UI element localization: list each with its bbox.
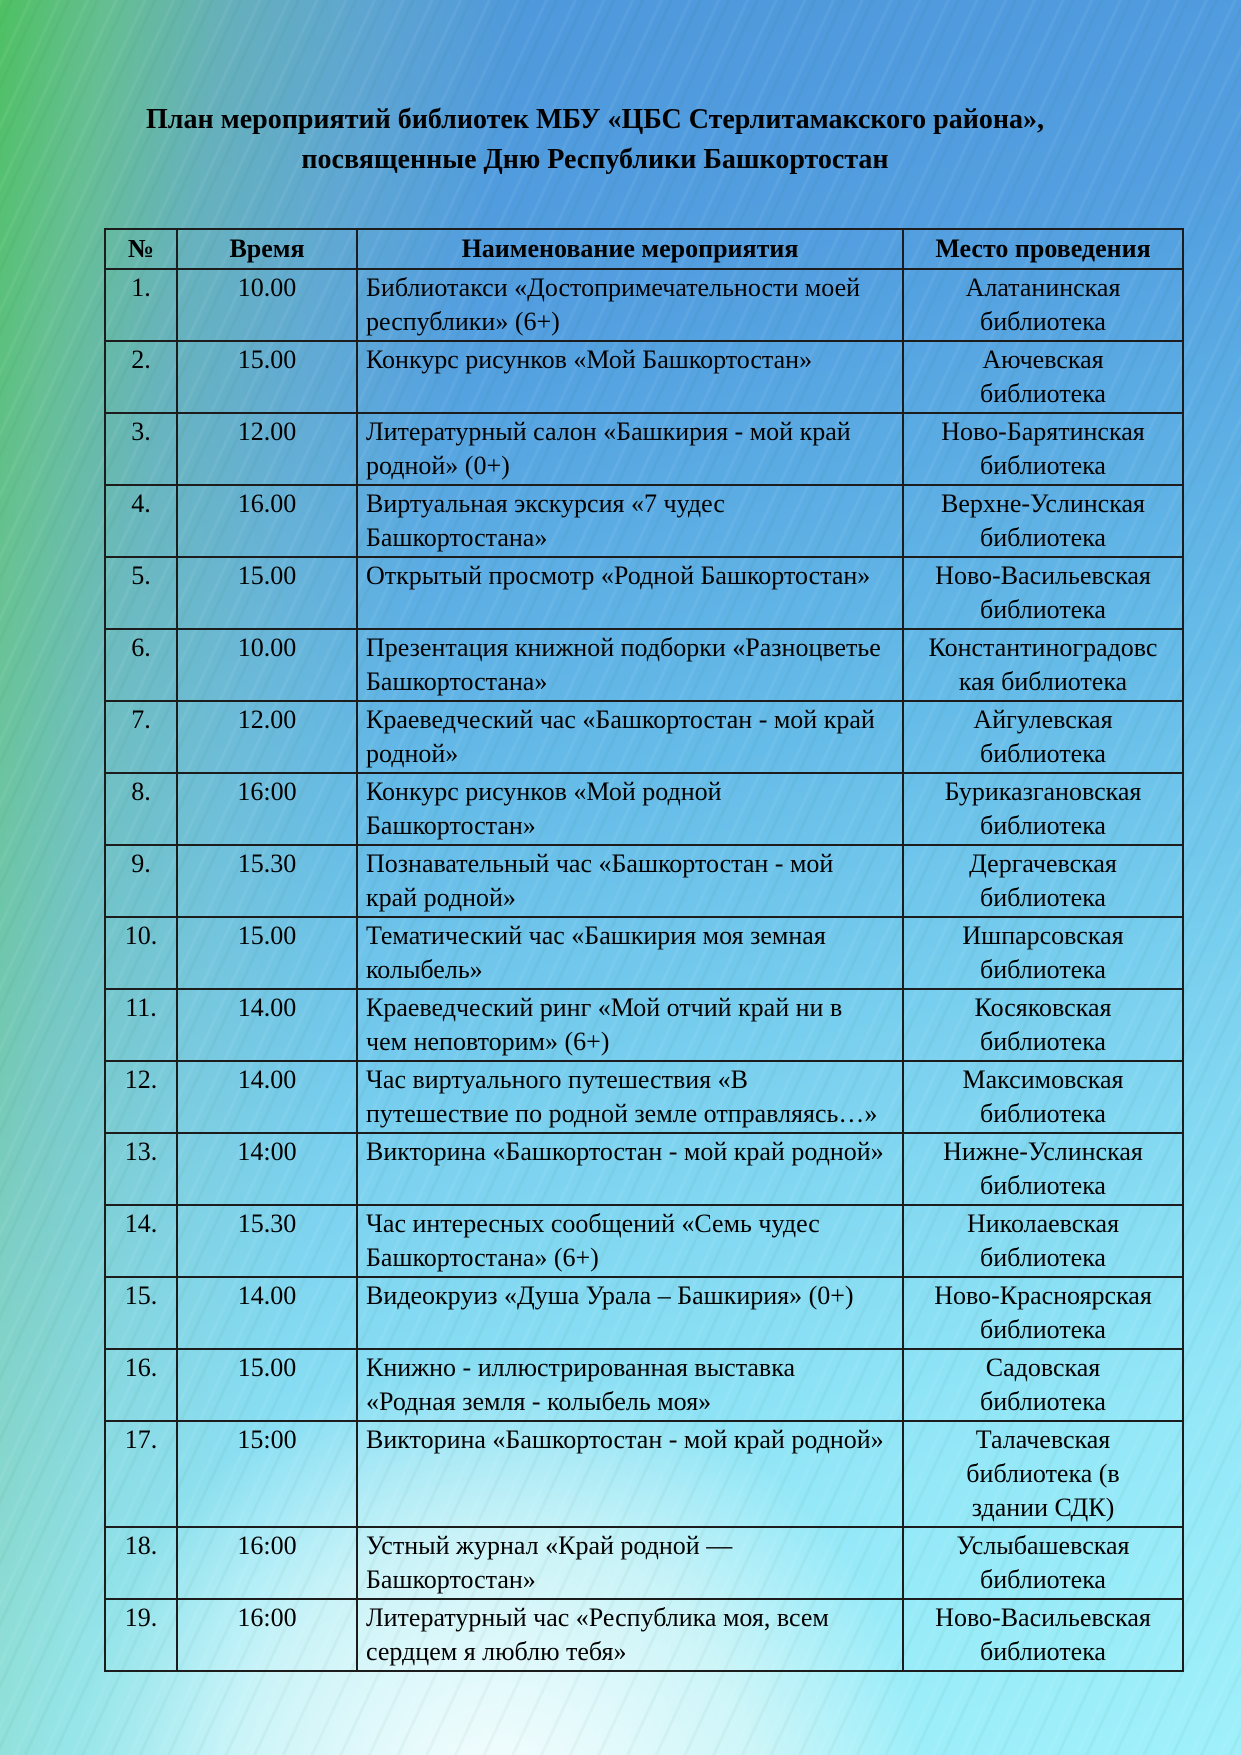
time-cell: 10.00 (177, 269, 357, 341)
place-cell: Ишпарсовская библиотека (903, 917, 1183, 989)
row-number-cell: 17. (105, 1421, 177, 1527)
place-cell: Алатанинская библиотека (903, 269, 1183, 341)
place-cell: Айгулевская библиотека (903, 701, 1183, 773)
place-cell: Буриказгановская библиотека (903, 773, 1183, 845)
place-cell: Константиноградовская библиотека (903, 629, 1183, 701)
table-row (105, 1527, 1183, 1599)
row-number-cell: 1. (105, 269, 177, 341)
row-number-cell: 14. (105, 1205, 177, 1277)
place-cell: Услыбашевская библиотека (903, 1527, 1183, 1599)
event-name-cell: Час интересных сообщений «Семь чудес Башкортостана» (6+) (357, 1205, 903, 1277)
place-cell: Николаевская библиотека (903, 1205, 1183, 1277)
row-number-cell: 18. (105, 1527, 177, 1599)
event-name-cell: Конкурс рисунков «Мой родной Башкортостан» (357, 773, 903, 845)
table-row (105, 845, 1183, 917)
time-cell: 15.00 (177, 557, 357, 629)
place-cell: Верхне-Услинская библиотека (903, 485, 1183, 557)
event-name-cell: Презентация книжной подборки «Разноцветье Башкортостана» (357, 629, 903, 701)
row-number-cell: 10. (105, 917, 177, 989)
row-number-cell: 7. (105, 701, 177, 773)
table-row (105, 1421, 1183, 1527)
table-row (105, 341, 1183, 413)
table-row (105, 917, 1183, 989)
row-number-cell: 13. (105, 1133, 177, 1205)
row-number-cell: 15. (105, 1277, 177, 1349)
event-name-cell: Литературный салон «Башкирия - мой край родной» (0+) (357, 413, 903, 485)
table-row (105, 413, 1183, 485)
place-cell: Ново-Васильевская библиотека (903, 557, 1183, 629)
place-cell: Нижне-Услинская библиотека (903, 1133, 1183, 1205)
row-number-cell: 6. (105, 629, 177, 701)
time-cell: 15.30 (177, 1205, 357, 1277)
time-cell: 16.00 (177, 485, 357, 557)
row-number-cell: 8. (105, 773, 177, 845)
row-number-cell: 4. (105, 485, 177, 557)
place-cell: Талачевская библиотека (в здании СДК) (903, 1421, 1183, 1527)
events-table (104, 228, 1184, 1672)
table-row (105, 557, 1183, 629)
table-body (105, 269, 1183, 1671)
place-cell: Ново-Красноярская библиотека (903, 1277, 1183, 1349)
table-row (105, 1277, 1183, 1349)
event-name-cell: Краеведческий ринг «Мой отчий край ни в чем неповторим» (6+) (357, 989, 903, 1061)
time-cell: 14.00 (177, 1061, 357, 1133)
row-number-cell: 12. (105, 1061, 177, 1133)
place-cell: Косяковская библиотека (903, 989, 1183, 1061)
time-cell: 15.00 (177, 341, 357, 413)
header-place: Место проведения (903, 229, 1183, 269)
row-number-cell: 5. (105, 557, 177, 629)
time-cell: 15.30 (177, 845, 357, 917)
table-row (105, 1205, 1183, 1277)
event-name-cell: Краеведческий час «Башкортостан - мой край родной» (357, 701, 903, 773)
header-event-name: Наименование мероприятия (357, 229, 903, 269)
time-cell: 16:00 (177, 1599, 357, 1671)
table-row (105, 989, 1183, 1061)
event-name-cell: Виртуальная экскурсия «7 чудес Башкортостана» (357, 485, 903, 557)
place-cell: Аючевская библиотека (903, 341, 1183, 413)
event-name-cell: Час виртуального путешествия «В путешествие по родной земле отправляясь…» (357, 1061, 903, 1133)
place-cell: Дергачевская библиотека (903, 845, 1183, 917)
event-name-cell: Викторина «Башкортостан - мой край родной» (357, 1133, 903, 1205)
table-row (105, 1133, 1183, 1205)
event-name-cell: Книжно - иллюстрированная выставка «Родная земля - колыбель моя» (357, 1349, 903, 1421)
event-name-cell: Тематический час «Башкирия моя земная колыбель» (357, 917, 903, 989)
event-name-cell: Устный журнал «Край родной — Башкортостан» (357, 1527, 903, 1599)
row-number-cell: 11. (105, 989, 177, 1061)
header-number: № (105, 229, 177, 269)
page-title: План мероприятий библиотек МБУ «ЦБС Стерлитамакского района», посвященные Дню Республики Башкортостан (146, 104, 1044, 175)
row-number-cell: 2. (105, 341, 177, 413)
table-row (105, 773, 1183, 845)
time-cell: 15:00 (177, 1421, 357, 1527)
time-cell: 14.00 (177, 1277, 357, 1349)
event-name-cell: Викторина «Башкортостан - мой край родной» (357, 1421, 903, 1527)
table-row (105, 269, 1183, 341)
time-cell: 12.00 (177, 701, 357, 773)
event-name-cell: Познавательный час «Башкортостан - мой край родной» (357, 845, 903, 917)
time-cell: 15.00 (177, 1349, 357, 1421)
time-cell: 16:00 (177, 773, 357, 845)
place-cell: Максимовская библиотека (903, 1061, 1183, 1133)
table-row (105, 1349, 1183, 1421)
time-cell: 15.00 (177, 917, 357, 989)
table-header-row (105, 229, 1183, 269)
table-row (105, 485, 1183, 557)
place-cell: Ново-Васильевская библиотека (903, 1599, 1183, 1671)
place-cell: Садовская библиотека (903, 1349, 1183, 1421)
table-row (105, 629, 1183, 701)
time-cell: 10.00 (177, 629, 357, 701)
table-row (105, 1599, 1183, 1671)
event-name-cell: Библиотакси «Достопримечательности моей республики» (6+) (357, 269, 903, 341)
row-number-cell: 3. (105, 413, 177, 485)
table-row (105, 1061, 1183, 1133)
place-cell: Ново-Барятинская библиотека (903, 413, 1183, 485)
time-cell: 12.00 (177, 413, 357, 485)
time-cell: 14:00 (177, 1133, 357, 1205)
header-time: Время (177, 229, 357, 269)
row-number-cell: 16. (105, 1349, 177, 1421)
event-name-cell: Литературный час «Республика моя, всем сердцем я люблю тебя» (357, 1599, 903, 1671)
row-number-cell: 19. (105, 1599, 177, 1671)
event-name-cell: Конкурс рисунков «Мой Башкортостан» (357, 341, 903, 413)
time-cell: 14.00 (177, 989, 357, 1061)
event-name-cell: Видеокруиз «Душа Урала – Башкирия» (0+) (357, 1277, 903, 1349)
table-row (105, 701, 1183, 773)
row-number-cell: 9. (105, 845, 177, 917)
time-cell: 16:00 (177, 1527, 357, 1599)
event-name-cell: Открытый просмотр «Родной Башкортостан» (357, 557, 903, 629)
